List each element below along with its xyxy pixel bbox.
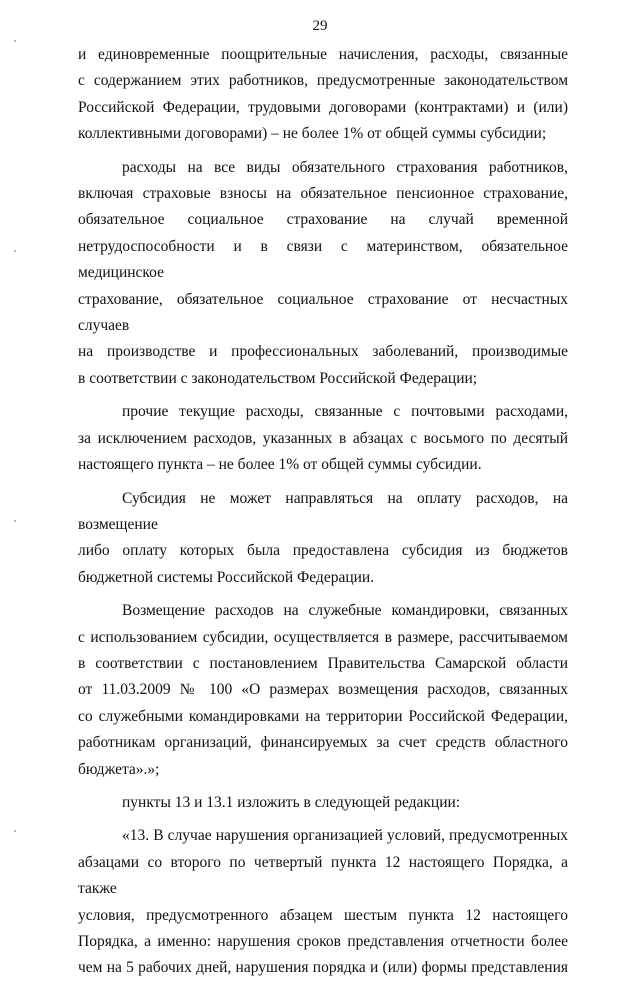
text-line: Возмещение расходов на служебные командировки, связанных — [122, 602, 568, 620]
scan-edge-mark — [14, 40, 16, 42]
paragraph-insurance — [78, 155, 568, 393]
paragraph-amend-points — [78, 790, 568, 816]
text-line: нетрудоспособности и в связи с материнством, обязательное медицинское — [78, 237, 568, 282]
text-line: Порядка, а именно: нарушения сроков представления отчетности более — [78, 933, 568, 950]
text-line: условия, предусмотренного абзацем шестым пункта 12 настоящего — [78, 906, 568, 924]
scan-edge-mark — [14, 830, 16, 832]
text-line: чем на 5 рабочих дней, нарушения порядка и (или) формы представления — [78, 959, 568, 977]
paragraph-postal — [78, 399, 568, 478]
paragraph-business-trips — [78, 598, 568, 783]
text-line: настоящего пункта – не более 1% от общей суммы субсидии. — [78, 456, 482, 474]
text-line: включая страховые взносы на обязательное пенсионное страхование, — [78, 185, 568, 203]
paragraph-subsidy-restriction — [78, 486, 568, 592]
text-line: с использованием субсидии, осуществляется в размере, рассчитываемом — [78, 628, 568, 646]
text-line: в соответствии с постановлением Правительства Самарской области — [78, 654, 568, 672]
text-line: абзацами со второго по четвертый пункта 12 настоящего Порядка, а также — [78, 853, 568, 898]
text-line: Российской Федерации, трудовыми договорами (контрактами) и (или) — [78, 98, 568, 116]
text-line: с содержанием этих работников, предусмотренные законодательством — [78, 72, 568, 90]
paragraph-remuneration — [78, 42, 568, 148]
paragraph-point-13 — [78, 823, 568, 981]
text-line: коллективными договорами) – не более 1% от общей суммы субсидии; — [78, 125, 547, 143]
text-line: расходы на все виды обязательного страхования работников, — [122, 158, 568, 176]
document-body — [78, 42, 568, 982]
text-line: обязательное социальное страхование на случай временной — [78, 211, 568, 229]
text-line: в соответствии с законодательством Российской Федерации; — [78, 369, 478, 387]
text-line: на производстве и профессиональных заболеваний, производимые — [78, 343, 568, 361]
page-number: 29 — [312, 18, 328, 34]
text-line: и единовременные поощрительные начисления, расходы, связанные — [78, 46, 568, 63]
text-line: за исключением расходов, указанных в абзацах с восьмого по десятый — [78, 429, 568, 447]
text-line: от 11.03.2009 № 100 «О размерах возмещения расходов, связанных — [78, 681, 568, 699]
text-line: либо оплату которых была предоставлена субсидия из бюджетов — [78, 542, 568, 560]
text-line: работникам организаций, финансируемых за счет средств областного — [78, 734, 568, 752]
text-line: прочие текущие расходы, связанные с почтовыми расходами, — [122, 403, 568, 421]
scan-edge-mark — [14, 250, 16, 252]
text-line: пункты 13 и 13.1 изложить в следующей редакции: — [122, 793, 461, 811]
scan-edge-mark — [14, 520, 16, 522]
text-line: бюджетной системы Российской Федерации. — [78, 568, 375, 586]
text-line: Субсидия не может направляться на оплату расходов, на возмещение — [78, 489, 568, 533]
text-line: страхование, обязательное социальное страхование от несчастных случаев — [78, 290, 568, 335]
text-line: «13. В случае нарушения организацией условий, предусмотренных — [122, 827, 568, 845]
text-line: со служебными командировками на территории Российской Федерации, — [78, 707, 568, 725]
text-line: бюджета».»; — [78, 760, 160, 778]
